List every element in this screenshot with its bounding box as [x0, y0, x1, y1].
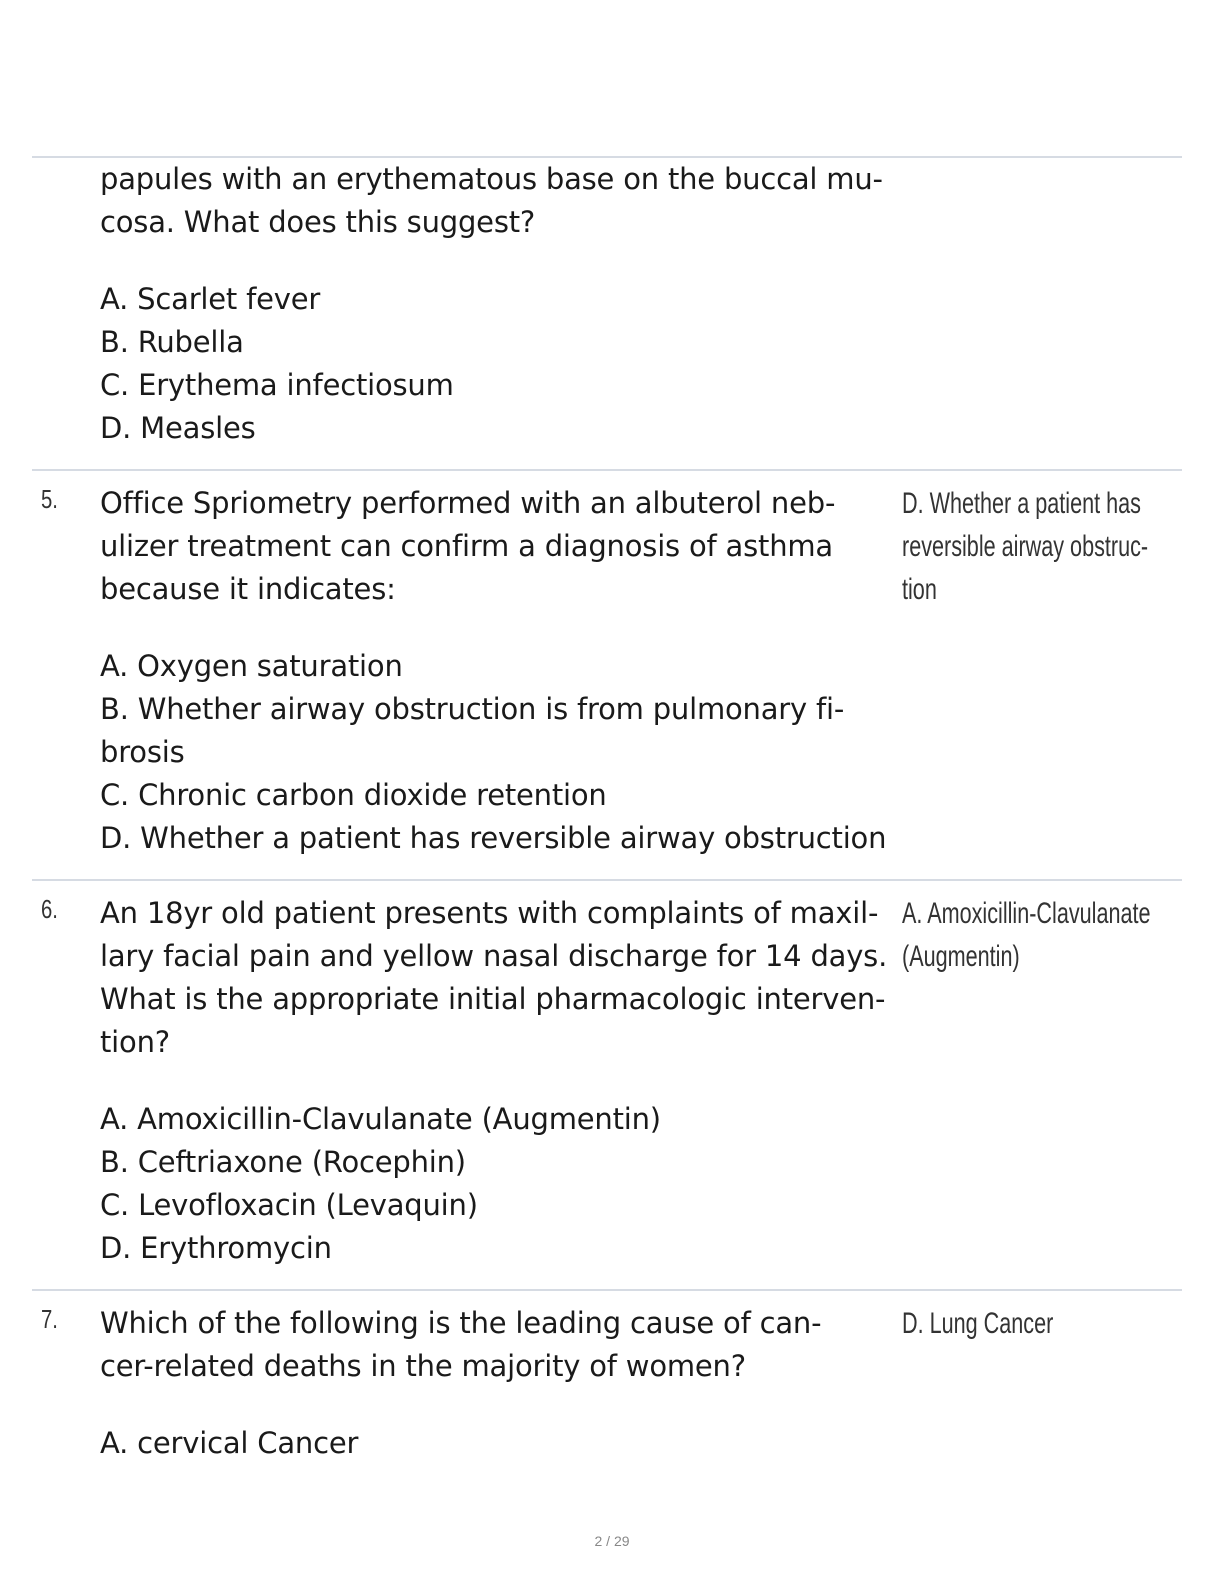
- question-line: ulizer treatment can confirm a diagnosis of asthma: [100, 529, 833, 563]
- option-b-cont: brosis: [100, 735, 185, 769]
- question-number: 7.: [41, 1304, 58, 1334]
- question-line: because it indicates:: [100, 572, 396, 606]
- option-c: C. Erythema infectiosum: [100, 368, 454, 402]
- question-line: lary facial pain and yellow nasal discharge for 14 days.: [100, 939, 888, 973]
- option-b: B. Rubella: [100, 325, 244, 359]
- question-number: 5.: [41, 484, 58, 514]
- answer-line: (Augmentin): [902, 940, 1020, 973]
- answer-text: [902, 892, 1161, 978]
- question-line: Office Spriometry performed with an albuterol neb-: [100, 486, 836, 520]
- option-a: A. cervical Cancer: [100, 1426, 359, 1460]
- question-line: tion?: [100, 1025, 170, 1059]
- answer-line: tion: [902, 573, 937, 606]
- question-text: [100, 1302, 900, 1388]
- question-line: An 18yr old patient presents with complaints of maxil-: [100, 896, 879, 930]
- question-line: cer-related deaths in the majority of women?: [100, 1349, 746, 1383]
- question-line: cosa. What does this suggest?: [100, 205, 536, 239]
- option-a: A. Amoxicillin-Clavulanate (Augmentin): [100, 1102, 661, 1136]
- options-list: [100, 1098, 900, 1270]
- answer-line: D. Lung Cancer: [902, 1307, 1054, 1340]
- answer-text: [902, 1302, 1161, 1345]
- options-list: [100, 278, 900, 450]
- question-line: papules with an erythematous base on the buccal mu-: [100, 162, 883, 196]
- answer-line: A. Amoxicillin-Clavulanate: [902, 897, 1151, 930]
- option-a: A. Scarlet fever: [100, 282, 321, 316]
- option-b: B. Whether airway obstruction is from pulmonary fi-: [100, 692, 845, 726]
- option-a: A. Oxygen saturation: [100, 649, 403, 683]
- answer-text: [902, 482, 1161, 611]
- page-indicator: 2 / 29: [594, 1533, 630, 1549]
- options-list: [100, 1422, 900, 1465]
- question-text: [100, 158, 900, 244]
- option-b: B. Ceftriaxone (Rocephin): [100, 1145, 466, 1179]
- question-line: What is the appropriate initial pharmacologic interven-: [100, 982, 886, 1016]
- divider: [32, 469, 1182, 471]
- options-list: [100, 645, 900, 860]
- divider: [32, 1289, 1182, 1291]
- question-text: [100, 482, 900, 611]
- question-number: 6.: [41, 894, 58, 924]
- option-d: D. Measles: [100, 411, 256, 445]
- option-c: C. Levofloxacin (Levaquin): [100, 1188, 478, 1222]
- question-text: [100, 892, 900, 1064]
- question-line: Which of the following is the leading cause of can-: [100, 1306, 822, 1340]
- option-c: C. Chronic carbon dioxide retention: [100, 778, 607, 812]
- answer-line: reversible airway obstruc-: [902, 530, 1149, 563]
- answer-line: D. Whether a patient has: [902, 487, 1141, 520]
- option-d: D. Erythromycin: [100, 1231, 332, 1265]
- option-d: D. Whether a patient has reversible airway obstruction: [100, 821, 887, 855]
- divider: [32, 879, 1182, 881]
